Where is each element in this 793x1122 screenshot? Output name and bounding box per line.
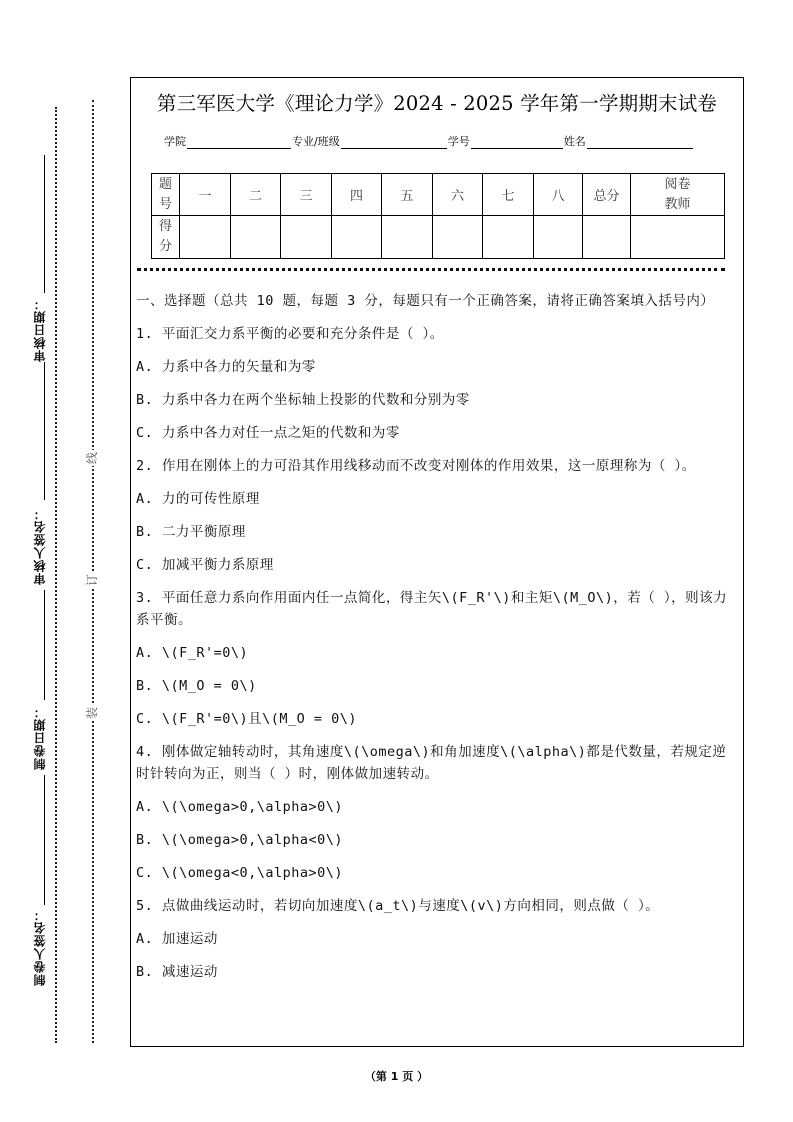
name-label: 姓名	[563, 135, 586, 148]
col-header-1: 一	[180, 174, 231, 216]
student-info-row	[164, 133, 694, 149]
student-id-field[interactable]	[471, 136, 563, 149]
question-stem: 2. 作用在刚体上的力可沿其作用线移动而不改变对刚体的作用效果，这一原理称为（ ）。	[136, 458, 696, 474]
col-header-2: 二	[231, 174, 281, 216]
col-header-8: 八	[534, 174, 583, 216]
binding-word-zhuang: 装	[85, 707, 99, 720]
row-header-question-number: 题 号	[152, 174, 180, 216]
score-cell-2[interactable]	[231, 216, 281, 259]
option-b: B. \(M_O = 0\)	[136, 678, 257, 694]
question-stem: 3. 平面任意力系向作用面内任一点简化，得主矢\(F_R'\)和主矩\(M_O\)，若（ ），则该力系平衡。	[136, 590, 728, 628]
binding-word-xian: 线	[85, 452, 99, 465]
score-table	[151, 173, 725, 259]
option-b: B. 力系中各力在两个坐标轴上投影的代数和分别为零	[136, 392, 470, 408]
college-label: 学院	[164, 135, 186, 148]
col-header-grader: 阅卷 教师	[631, 174, 725, 216]
col-header-7: 七	[483, 174, 534, 216]
col-header-4: 四	[332, 174, 382, 216]
name-field[interactable]	[587, 136, 693, 149]
col-header-total: 总分	[583, 174, 631, 216]
question-1	[136, 323, 737, 444]
college-field[interactable]	[187, 136, 291, 149]
question-section	[136, 290, 737, 983]
question-stem: 1. 平面汇交力系平衡的必要和充分条件是（ ）。	[136, 326, 444, 342]
col-header-5: 五	[382, 174, 433, 216]
question-stem: 5. 点做曲线运动时，若切向加速度\(a_t\)与速度\(v\)方向相同，则点做（ ）。	[136, 898, 660, 914]
score-cell-total[interactable]	[583, 216, 631, 259]
section-heading: 一、选择题（总共 10 题，每题 3 分，每题只有一个正确答案，请将正确答案填入括号内）	[136, 293, 715, 309]
student-id-label: 学号	[447, 135, 470, 148]
score-cell-4[interactable]	[332, 216, 382, 259]
review-date-line[interactable]	[44, 155, 45, 293]
score-table-header-row	[152, 174, 725, 216]
option-b: B. \(\omega>0,\alpha<0\)	[136, 832, 344, 848]
question-stem: 4. 刚体做定轴转动时，其角速度\(\omega\)和角加速度\(\alpha\)都是代数量，若规定逆时针转向为正，则当（ ）时，刚体做加速转动。	[136, 744, 727, 782]
option-c: C. 加减平衡力系原理	[136, 557, 274, 573]
exam-title: 第三军医大学《理论力学》2024 - 2025 学年第一学期期末试卷	[156, 92, 718, 115]
dotted-separator	[137, 268, 725, 271]
outer-dotted-cut-line	[55, 107, 57, 1043]
row-header-score: 得 分	[152, 216, 180, 259]
option-c: C. \(\omega<0,\alpha>0\)	[136, 865, 344, 881]
review-date-label: 审核日期：	[33, 297, 47, 363]
question-2	[136, 455, 737, 576]
score-cell-grader[interactable]	[631, 216, 725, 259]
option-a: A. 力系中各力的矢量和为零	[136, 359, 316, 375]
option-b: B. 减速运动	[136, 964, 218, 980]
score-cell-6[interactable]	[433, 216, 483, 259]
option-a: A. 加速运动	[136, 931, 218, 947]
col-header-3: 三	[281, 174, 332, 216]
reviewer-signature-line[interactable]	[44, 362, 45, 500]
score-table-score-row	[152, 216, 725, 259]
score-cell-8[interactable]	[534, 216, 583, 259]
score-cell-3[interactable]	[281, 216, 332, 259]
major-class-label: 专业/班级	[292, 135, 340, 148]
option-a: A. 力的可传性原理	[136, 491, 260, 507]
setter-signature-label: 制卷人签名：	[33, 908, 47, 986]
binding-word-ding: 订	[85, 574, 99, 587]
question-3	[136, 587, 737, 730]
option-c: C. 力系中各力对任一点之矩的代数和为零	[136, 425, 400, 441]
score-cell-5[interactable]	[382, 216, 433, 259]
setter-signature-line[interactable]	[44, 775, 45, 905]
reviewer-signature-label: 审核人签名：	[33, 507, 47, 585]
exam-page-frame	[130, 77, 744, 1047]
question-5	[136, 895, 737, 983]
option-a: A. \(\omega>0,\alpha>0\)	[136, 799, 344, 815]
col-header-6: 六	[433, 174, 483, 216]
setter-date-line[interactable]	[44, 590, 45, 700]
major-class-field[interactable]	[341, 136, 447, 149]
score-cell-1[interactable]	[180, 216, 231, 259]
option-b: B. 二力平衡原理	[136, 524, 246, 540]
option-a: A. \(F_R'=0\)	[136, 645, 249, 661]
score-cell-7[interactable]	[483, 216, 534, 259]
page-number: （第 1 页 ）	[364, 1070, 429, 1083]
question-4	[136, 741, 737, 884]
setter-date-label: 制卷日期：	[33, 705, 47, 771]
option-c: C. \(F_R'=0\)且\(M_O = 0\)	[136, 711, 358, 727]
